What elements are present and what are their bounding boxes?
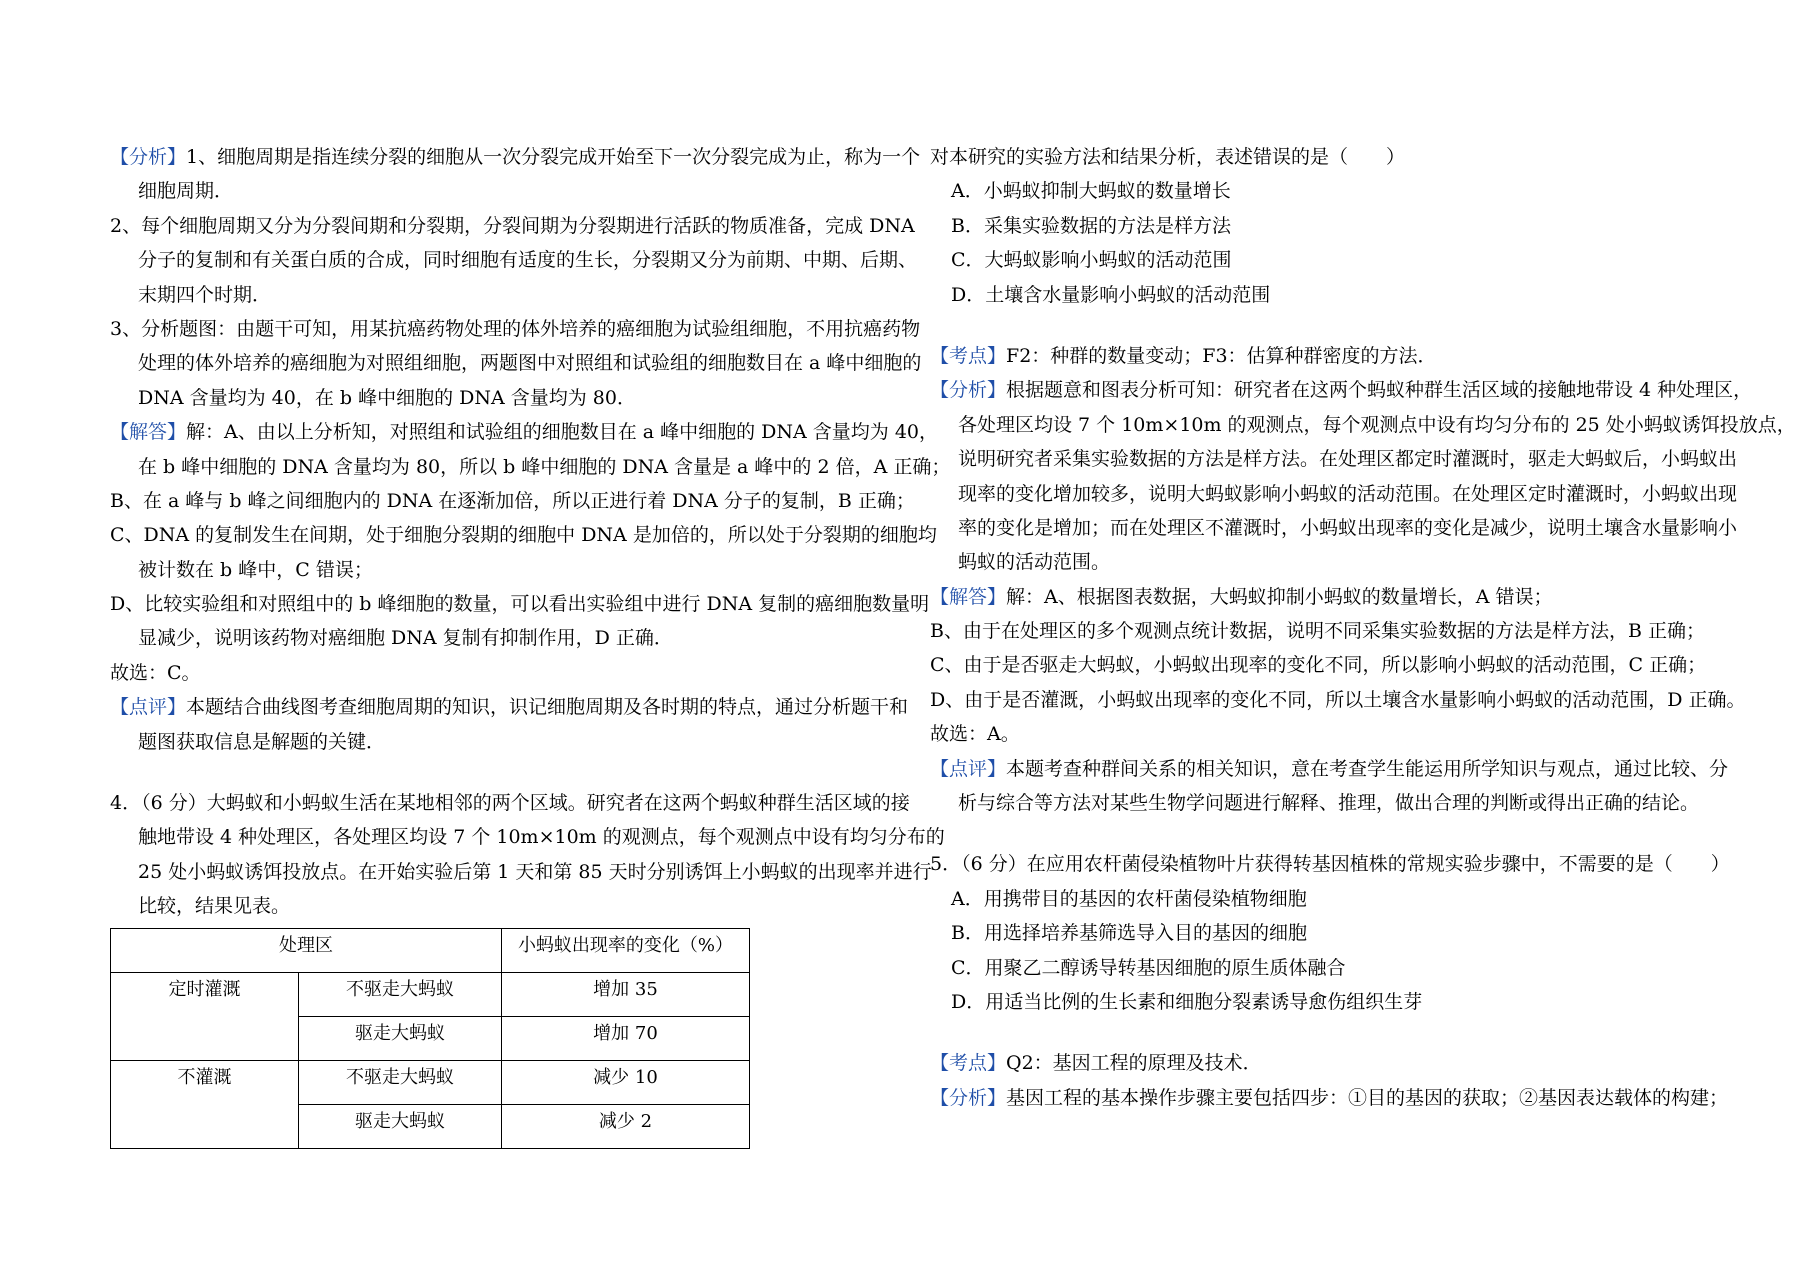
analysis-line: 现率的变化增加较多，说明大蚂蚁影响小蚂蚁的活动范围。在处理区定时灌溉时，小蚂蚁出现 [958, 482, 1738, 505]
comment-line: 析与综合等方法对某些生物学问题进行解释、推理，做出合理的判断或得出正确的结论。 [958, 792, 1700, 815]
analysis-line: 处理的体外培养的癌细胞为对照组细胞，两题图中对照组和试验组的细胞数目在 a 峰中细胞的 [138, 352, 922, 375]
option-a: A．用携带目的基因的农杆菌侵染植物细胞 [951, 887, 1307, 910]
analysis-line: 率的变化是增加；而在处理区不灌溉时，小蚂蚁出现率的变化是减少，说明土壤含水量影响小 [958, 516, 1738, 539]
answer-choice: 故选：A。 [930, 723, 1020, 746]
kaodian-line: 【考点】Q2：基因工程的原理及技术． [930, 1052, 1262, 1075]
table-row [111, 972, 750, 1016]
analysis-line: 蚂蚁的活动范围。 [958, 551, 1111, 574]
option-d: D．土壤含水量影响小蚂蚁的活动范围 [951, 283, 1271, 306]
table-cell: 不驱走大蚂蚁 [299, 972, 502, 1016]
answer-line: B、由于在处理区的多个观测点统计数据，说明不同采集实验数据的方法是样方法，B 正确； [930, 620, 1705, 643]
answer-line: D、由于是否灌溉，小蚂蚁出现率的变化不同，所以土壤含水量影响小蚂蚁的活动范围，D 正确。 [930, 688, 1746, 711]
answer-line: B、在 a 峰与 b 峰之间细胞内的 DNA 在逐渐加倍，所以正进行着 DNA 分子的复制，B 正确； [110, 489, 915, 512]
table-header-cell: 处理区 [111, 928, 502, 972]
analysis-line: 【分析】根据题意和图表分析可知：研究者在这两个蚂蚁种群生活区域的接触地带设 4 种处理区， [930, 379, 1753, 402]
kaodian-tag: 【考点】 [930, 1052, 1007, 1075]
table-cell: 增加 35 [502, 972, 750, 1016]
answer-line: D、比较实验组和对照组中的 b 峰细胞的数量，可以看出实验组中进行 DNA 复制的癌细胞数量明 [110, 593, 930, 616]
table-cell: 减少 2 [502, 1104, 750, 1148]
results-table [110, 928, 750, 1149]
analysis-line: DNA 含量均为 40，在 b 峰中细胞的 DNA 含量均为 80． [138, 386, 636, 409]
analysis-line: 3、分析题图：由题干可知，用某抗癌药物处理的体外培养的癌细胞为试验组细胞，不用抗癌药物 [110, 317, 921, 340]
analysis-tag: 【分析】 [110, 146, 187, 168]
answer-line: 显减少，说明该药物对癌细胞 DNA 复制有抑制作用，D 正确． [138, 627, 673, 650]
table-cell: 驱走大蚂蚁 [299, 1016, 502, 1060]
answer-line: C、DNA 的复制发生在间期，处于细胞分裂期的细胞中 DNA 是加倍的，所以处于分裂期的细胞均 [110, 524, 937, 547]
answer-line: C、由于是否驱走大蚂蚁，小蚂蚁出现率的变化不同，所以影响小蚂蚁的活动范围，C 正确； [930, 654, 1707, 677]
analysis-line: 各处理区均设 7 个 10m×10m 的观测点，每个观测点中设有均匀分布的 25 处小蚂蚁诱饵投放点， [958, 413, 1796, 436]
comment-line: 【点评】本题结合曲线图考查细胞周期的知识，识记细胞周期及各时期的特点，通过分析题干和 [110, 696, 909, 719]
analysis-line: 【分析】1、细胞周期是指连续分裂的细胞从一次分裂完成开始至下一次分裂完成为止，称为一个 [110, 146, 921, 168]
table-header-cell: 小蚂蚁出现率的变化（%） [502, 928, 750, 972]
question-4-prompt: 对本研究的实验方法和结果分析，表述错误的是（ ） [930, 146, 1406, 168]
option-c: C．大蚂蚁影响小蚂蚁的活动范围 [951, 249, 1232, 272]
answer-line: 【解答】解：A、由以上分析知，对照组和试验组的细胞数目在 a 峰中细胞的 DNA 含量均为 40， [110, 421, 939, 444]
answer-line: 在 b 峰中细胞的 DNA 含量均为 80，所以 b 峰中细胞的 DNA 含量是 a 峰中的 2 倍，A 正确； [138, 455, 951, 478]
option-d: D．用适当比例的生长素和细胞分裂素诱导愈伤组织生芽 [951, 990, 1423, 1013]
comment-tag: 【点评】 [110, 696, 187, 719]
table-header-row [111, 928, 750, 972]
question-4-stem: 25 处小蚂蚁诱饵投放点。在开始实验后第 1 天和第 85 天时分别诱饵上小蚂蚁的出现率并进行 [138, 860, 932, 883]
option-c: C．用聚乙二醇诱导转基因细胞的原生质体融合 [951, 956, 1346, 979]
table-group-cell: 定时灌溉 [111, 972, 299, 1060]
answer-choice: 故选：C。 [110, 661, 201, 684]
answer-line: 【解答】解：A、根据图表数据，大蚂蚁抑制小蚂蚁的数量增长，A 错误； [930, 585, 1553, 608]
option-a: A．小蚂蚁抑制大蚂蚁的数量增长 [951, 180, 1231, 203]
kaodian-tag: 【考点】 [930, 344, 1007, 367]
analysis-line: 2、每个细胞周期又分为分裂间期和分裂期，分裂间期为分裂期进行活跃的物质准备，完成 DNA [110, 214, 915, 237]
analysis-line: 末期四个时期． [138, 283, 272, 306]
analysis-line: 说明研究者采集实验数据的方法是样方法。在处理区都定时灌溉时，驱走大蚂蚁后，小蚂蚁出 [958, 448, 1738, 471]
option-b: B．采集实验数据的方法是样方法 [951, 214, 1231, 237]
answer-tag: 【解答】 [110, 421, 187, 444]
question-4-stem: 4．（6 分）大蚂蚁和小蚂蚁生活在某地相邻的两个区域。研究者在这两个蚂蚁种群生活区域的接 [110, 792, 910, 815]
right-column [930, 140, 1796, 1115]
analysis-tag: 【分析】 [930, 379, 1007, 402]
kaodian-line: 【考点】F2：种群的数量变动；F3：估算种群密度的方法． [930, 344, 1437, 367]
answer-line: 被计数在 b 峰中，C 错误； [138, 558, 373, 581]
table-row [111, 1060, 750, 1104]
question-4-stem: 触地带设 4 种处理区，各处理区均设 7 个 10m×10m 的观测点，每个观测点中设有均匀分布的 [138, 826, 945, 849]
table-cell: 驱走大蚂蚁 [299, 1104, 502, 1148]
comment-line: 题图获取信息是解题的关键． [138, 730, 386, 753]
question-5-stem: 5．（6 分）在应用农杆菌侵染植物叶片获得转基因植株的常规实验步骤中，不需要的是（ ） [930, 853, 1730, 876]
analysis-line: 细胞周期． [138, 180, 234, 203]
analysis-line: 【分析】基因工程的基本操作步骤主要包括四步：①目的基因的获取；②基因表达载体的构建； [930, 1086, 1729, 1109]
analysis-tag: 【分析】 [930, 1086, 1007, 1109]
question-4-stem: 比较，结果见表。 [138, 895, 291, 918]
table-cell: 增加 70 [502, 1016, 750, 1060]
table-cell: 减少 10 [502, 1060, 750, 1104]
option-b: B．用选择培养基筛选导入目的基因的细胞 [951, 922, 1307, 945]
left-column [110, 140, 951, 1149]
table-group-cell: 不灌溉 [111, 1060, 299, 1148]
analysis-line: 分子的复制和有关蛋白质的合成，同时细胞有适度的生长，分裂期又分为前期、中期、后期、 [138, 249, 918, 272]
answer-tag: 【解答】 [930, 585, 1007, 608]
table-cell: 不驱走大蚂蚁 [299, 1060, 502, 1104]
comment-tag: 【点评】 [930, 757, 1007, 780]
comment-line: 【点评】本题考查种群间关系的相关知识，意在考查学生能运用所学知识与观点，通过比较、分 [930, 757, 1729, 780]
